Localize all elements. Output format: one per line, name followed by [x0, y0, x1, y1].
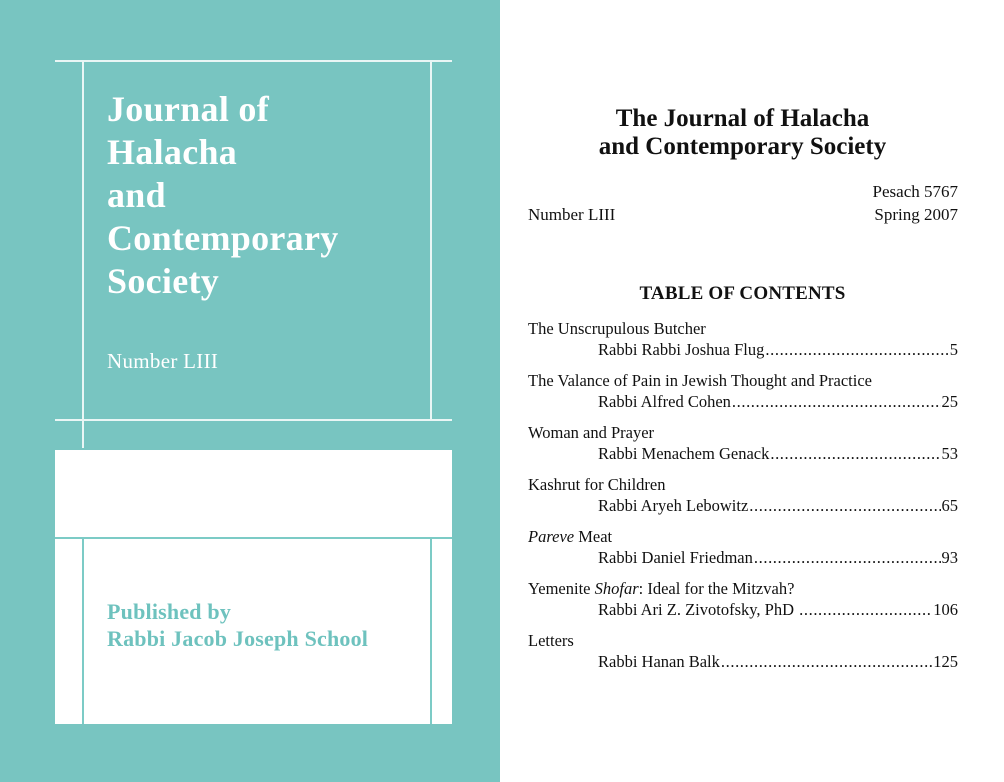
toc-entry-page: 106 — [933, 600, 958, 619]
journal-title-line: and Contemporary Society — [598, 133, 887, 160]
toc-entry-page: 65 — [941, 496, 958, 515]
toc-entry-author: Rabbi Alfred Cohen — [598, 392, 731, 411]
toc-entry-author: Rabbi Ari Z. Zivotofsky, PhD — [598, 600, 799, 619]
cover-issue-number: Number LIII — [107, 349, 219, 373]
toc-leader-dots — [732, 391, 941, 412]
toc-title-prefix: Yemenite — [528, 579, 595, 598]
toc-title-text: Meat — [574, 527, 613, 546]
cover-title-line: Halacha — [107, 132, 238, 172]
toc-entry-title — [528, 370, 958, 391]
toc-entry-title — [528, 630, 958, 651]
toc-entry-author-line — [528, 339, 958, 360]
toc-leader-dots — [754, 547, 941, 568]
toc-title-text: Woman and Prayer — [528, 423, 655, 442]
toc-entry-author: Rabbi Aryeh Lebowitz — [598, 496, 749, 515]
cover-publisher — [107, 598, 368, 652]
toc-title-text: : Ideal for the Mitzvah? — [638, 579, 795, 598]
publisher-line: Rabbi Jacob Joseph School — [107, 626, 369, 651]
toc-leader-dots — [770, 443, 940, 464]
cover-rule-middle — [55, 419, 452, 421]
cover-panel-rule-right — [430, 537, 432, 724]
toc-title-text: Letters — [528, 631, 574, 650]
toc-entry[interactable] — [528, 474, 958, 526]
toc-entry-author-line — [528, 547, 958, 568]
toc-title-text: The Valance of Pain in Jewish Thought and Practice — [528, 371, 872, 390]
toc-entry-author-line — [528, 599, 958, 620]
toc-leader-dots — [721, 651, 932, 672]
cover-title — [107, 88, 339, 303]
toc-entry-author-line — [528, 651, 958, 672]
cover-title-line: Society — [107, 261, 220, 301]
toc-entry-page: 5 — [949, 340, 958, 359]
toc-entry-page: 53 — [941, 444, 958, 463]
toc-leader-dots — [749, 495, 940, 516]
toc-entry[interactable] — [528, 630, 958, 682]
toc-entry-author: Rabbi Menachem Genack — [598, 444, 770, 463]
toc-entry[interactable] — [528, 422, 958, 474]
toc-entry-title — [528, 474, 958, 495]
cover-panel-rule-left — [82, 537, 84, 724]
toc-entry-title — [528, 318, 958, 339]
journal-title — [500, 105, 985, 161]
toc-title-italic: Shofar — [594, 579, 639, 598]
toc-entry[interactable] — [528, 578, 958, 630]
toc-entry-author-line — [528, 391, 958, 412]
toc-list — [528, 318, 958, 682]
toc-entry-title — [528, 578, 958, 599]
cover-rule-top — [55, 60, 452, 62]
publisher-line: Published by — [107, 599, 232, 624]
toc-entry-title — [528, 422, 958, 443]
toc-entry-author: Rabbi Hanan Balk — [598, 652, 720, 671]
cover-title-line: Contemporary — [107, 218, 339, 258]
toc-entry-author: Rabbi Daniel Friedman — [598, 548, 753, 567]
toc-entry-author-line — [528, 443, 958, 464]
toc-entry-title — [528, 526, 958, 547]
cover-rule-left — [82, 60, 84, 448]
cover-panel-rule — [55, 537, 452, 539]
toc-entry-page: 25 — [941, 392, 958, 411]
toc-title-italic: Pareve — [528, 527, 575, 546]
issue-number: Number LIII — [528, 205, 616, 224]
table-of-contents-page — [500, 0, 1004, 782]
toc-leader-dots — [799, 599, 932, 620]
cover-rule-right — [430, 60, 432, 420]
toc-entry-author-line — [528, 495, 958, 516]
toc-heading: TABLE OF CONTENTS — [639, 283, 846, 304]
toc-entry-page: 125 — [933, 652, 958, 671]
journal-cover — [0, 0, 500, 782]
toc-entry-author: Rabbi Rabbi Joshua Flug — [598, 340, 765, 359]
toc-title-text: Kashrut for Children — [528, 475, 666, 494]
toc-entry[interactable] — [528, 318, 958, 370]
toc-entry-page: 93 — [941, 548, 958, 567]
season-year: Spring 2007 — [874, 205, 958, 224]
toc-entry[interactable] — [528, 370, 958, 422]
journal-title-line: The Journal of Halacha — [615, 105, 870, 132]
toc-entry[interactable] — [528, 526, 958, 578]
cover-title-line: Journal of — [107, 89, 270, 129]
hebrew-date: Pesach 5767 — [872, 182, 958, 201]
toc-title-text: The Unscrupulous Butcher — [528, 319, 706, 338]
cover-white-panel — [55, 450, 452, 724]
toc-leader-dots — [765, 339, 948, 360]
cover-title-line: and — [107, 175, 166, 215]
